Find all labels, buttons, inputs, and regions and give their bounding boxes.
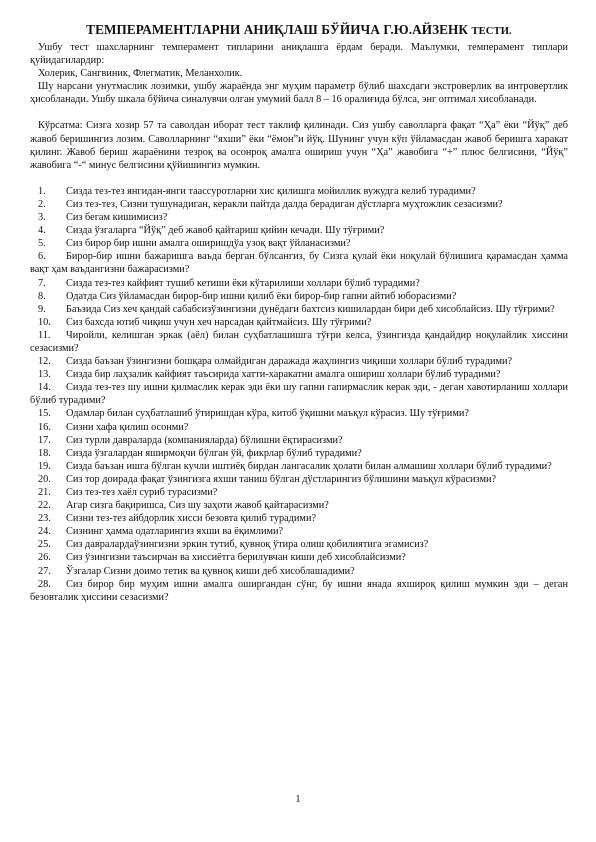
question-item xyxy=(30,237,568,250)
question-text: Сиз тез-тез хаёл суриб турасизми? xyxy=(66,487,218,498)
question-item xyxy=(30,198,568,211)
question-text: Сиз бахсда ютиб чиқиш учун хеч нарсадан қайтмайсиз. Шу тўғрими? xyxy=(66,316,372,328)
question-item xyxy=(30,421,568,434)
question-text: Сизда ўзгаларга “Йўқ” деб жавоб қайтариш қийин кечади. Шу тўғрими? xyxy=(66,225,385,237)
question-text: Одатда Сиз ўйламасдан бирор-бир ишни қилиб ёки бирор-бир гапни айтиб юборасизми? xyxy=(66,290,457,302)
intro-paragraph-1: Ушбу тест шахсларнинг темперамент типларини аниқлашга ёрдам беради. Маълумки, темперамент типлари қуйидагилардир: xyxy=(30,42,568,67)
question-item xyxy=(30,381,568,407)
question-item xyxy=(30,185,568,198)
question-item xyxy=(30,407,568,420)
question-text: Сиз тор доирада фақат ўзингизга яхши таниш бўлган дўстларингиз бўлишини маъқул кўрасизми? xyxy=(66,473,497,485)
question-text: Сизда тез-тез шу ишни қилмаслик керак эди ёки шу гапни гапирмаслик керак эди, - деган хавотирланиш холлари бўлиб турадими? xyxy=(30,382,568,407)
question-item xyxy=(30,460,568,473)
question-number: 9. xyxy=(38,303,46,315)
question-item xyxy=(30,565,568,578)
question-number: 18. xyxy=(38,447,51,459)
question-number: 7. xyxy=(38,277,46,289)
question-list xyxy=(30,185,568,604)
question-number: 14. xyxy=(38,382,51,394)
question-item xyxy=(30,368,568,381)
question-number: 20. xyxy=(38,473,51,485)
question-text: Бирор-бир ишни бажаришга ваъда берган бўлсангиз, бу Сизга қулай ёки ноқулай бўлишига қарамасдан ҳамма вақт ҳам ваъдангизни бажарасизми? xyxy=(30,251,568,276)
question-number: 21. xyxy=(38,487,51,498)
temperament-types: Холерик, Сангвиник, Флегматик, Меланхолик. xyxy=(38,68,243,80)
question-text: Сизнинг ҳамма одатларингиз яхши ва ёқимлими? xyxy=(66,526,284,538)
question-number: 23. xyxy=(38,513,51,525)
question-number: 11. xyxy=(38,329,51,341)
question-number: 25. xyxy=(38,539,51,551)
document-title xyxy=(30,22,568,40)
question-number: 4. xyxy=(38,225,46,237)
question-text: Сизни хафа қилиш осонми? xyxy=(66,421,189,433)
question-number: 15. xyxy=(38,408,51,420)
question-item xyxy=(30,447,568,460)
question-number: 10. xyxy=(38,316,51,328)
question-item xyxy=(30,211,568,224)
question-item xyxy=(30,316,568,329)
question-item xyxy=(30,538,568,551)
question-text: Сизда тез-тез янгидан-янги таассуротларни хис қилишга мойиллик вужудга келиб турадими? xyxy=(66,185,476,197)
spacer xyxy=(30,106,568,119)
question-number: 24. xyxy=(38,526,51,538)
question-item xyxy=(30,303,568,316)
question-number: 12. xyxy=(38,356,51,368)
question-text: Сизда баъзан ишга бўлган кучли иштиёқ бирдан лангасалик ҳолати билан алмашиш холлари бўлиб турадими? xyxy=(66,460,552,472)
question-number: 19. xyxy=(38,460,51,472)
instruction-paragraph: Кўрсатма: Сизга хозир 57 та саволдан иборат тест таклиф қилинади. Сиз ушбу саволларга фақат “Ҳа” ёки “Йўқ” деб жавоб беришингиз лозим. Саволларнинг “яхши” ёки “ёмон”и йўқ. Шунинг учун кўп ўйламасдан жавоб беришга харакат қилинг. Жавоб бериш жараёнини тезроқ ва осонроқ амалга ошириш учун “Ҳа” жавобига “+” плюс белгисини, “Йўқ” жавобига “-“ минус белгисини қўйишингиз мумкин. xyxy=(30,120,568,171)
intro-paragraph-2: Шу нарсани унутмаслик лозимки, ушбу жараёнда энг муҳим параметр бўлиб шахсдаги экстроверлик ва интровертлик ҳисобланади. Ушбу шкала бўйича синалувчи олган умумий балл 8 – 16 оралиғида бўлса, энг оптимал хисобланади. xyxy=(30,81,568,106)
question-text: Сиз тез-тез, Сизни тушунадиган, керакли пайтда далда берадиган дўстларга муҳтожлик сезасизми? xyxy=(66,198,503,210)
question-number: 26. xyxy=(38,552,51,564)
question-text: Сизда бир лаҳзалик кайфият таъсирида хатти-харакатни амалга ошириш холлари бўлиб турадими? xyxy=(66,369,501,381)
question-item xyxy=(30,473,568,486)
page-number: 1 xyxy=(295,794,301,805)
question-number: 6. xyxy=(38,251,46,263)
question-text: Сиз турли давраларда (компанияларда) бўлишни ёқтирасизми? xyxy=(66,434,343,446)
question-item xyxy=(30,486,568,499)
question-item xyxy=(30,578,568,604)
question-number: 5. xyxy=(38,238,46,250)
spacer xyxy=(30,172,568,185)
question-text: Сиз бегам кишимисиз? xyxy=(66,212,168,224)
question-text: Сиз бирор бир ишни амалга оширишдўа узоқ вақт ўйланасизми? xyxy=(66,238,351,250)
question-text: Сизни тез-тез айбдорлик хисси безовта қилиб турадими? xyxy=(66,513,317,525)
question-item xyxy=(30,551,568,564)
title-main: ТЕМПЕРАМЕНТЛАРНИ АНИҚЛАШ БЎЙИЧА Г.Ю.АЙЗЕНК xyxy=(86,22,469,37)
question-text: Сиз давралардаўзингизни эркин тутиб, қувноқ ўтира олиш қобилиятига эгамисиз? xyxy=(66,539,429,551)
question-number: 2. xyxy=(38,198,46,210)
question-text: Сиз бирор бир муҳим ишни амалга оширгандан сўнг, бу ишни янада яхшироқ қилиш мумкин эди – деган безовталик ҳиссини сезасизми? xyxy=(30,578,568,603)
question-number: 27. xyxy=(38,565,51,577)
question-item xyxy=(30,250,568,276)
question-item xyxy=(30,512,568,525)
question-item xyxy=(30,434,568,447)
question-text: Сизда баъзан ўзингизни бошқара олмайдиган даражада жаҳлингиз чиқиши холлари бўлиб турадими? xyxy=(66,356,513,368)
question-text: Сизда тез-тез кайфият тушиб кетиши ёки кўтарилиши холлари бўлиб турадими? xyxy=(66,277,420,289)
question-number: 3. xyxy=(38,212,46,224)
question-text: Одамлар билан суҳбатлашиб ўтиришдан кўра, китоб ўқишни маъқул кўрасиз. Шу тўғрими? xyxy=(66,408,469,420)
question-item xyxy=(30,329,568,355)
question-number: 16. xyxy=(38,421,51,433)
question-text: Баъзида Сиз хеч қандай сабабсизўзингизни дунёдаги бахтсиз кишилардан бири деб хисоблайсиз. Шу тўғрими? xyxy=(66,303,555,315)
question-text: Чиройли, келишган эркак (аёл) билан суҳбатлашишга тўғри келса, ўзингизда қандайдир ноқулайлик хиссини сезасизми? xyxy=(30,329,568,354)
question-item xyxy=(30,277,568,290)
question-text: Агар сизга бақиришса, Сиз шу заҳоти жавоб қайтарасизми? xyxy=(66,500,329,512)
question-number: 8. xyxy=(38,290,46,302)
question-item xyxy=(30,290,568,303)
question-number: 1. xyxy=(38,185,46,197)
question-item xyxy=(30,499,568,512)
question-text: Сизда ўзгалардан яширмоқчи бўлган ўй, фикрлар бўлиб турадими? xyxy=(66,447,362,459)
question-item xyxy=(30,525,568,538)
question-number: 22. xyxy=(38,500,51,512)
title-suffix: ТЕСТИ. xyxy=(471,26,512,37)
question-text: Сиз ўзингизни таъсирчан ва хиссиётга берилувчан киши деб хисоблайсизми? xyxy=(66,552,406,564)
question-item xyxy=(30,355,568,368)
question-number: 17. xyxy=(38,434,51,446)
question-item xyxy=(30,224,568,237)
question-number: 13. xyxy=(38,369,51,381)
question-text: Ўзгалар Сизни доимо тетик ва қувноқ киши деб хисоблашадими? xyxy=(66,565,355,577)
question-number: 28. xyxy=(38,578,51,590)
